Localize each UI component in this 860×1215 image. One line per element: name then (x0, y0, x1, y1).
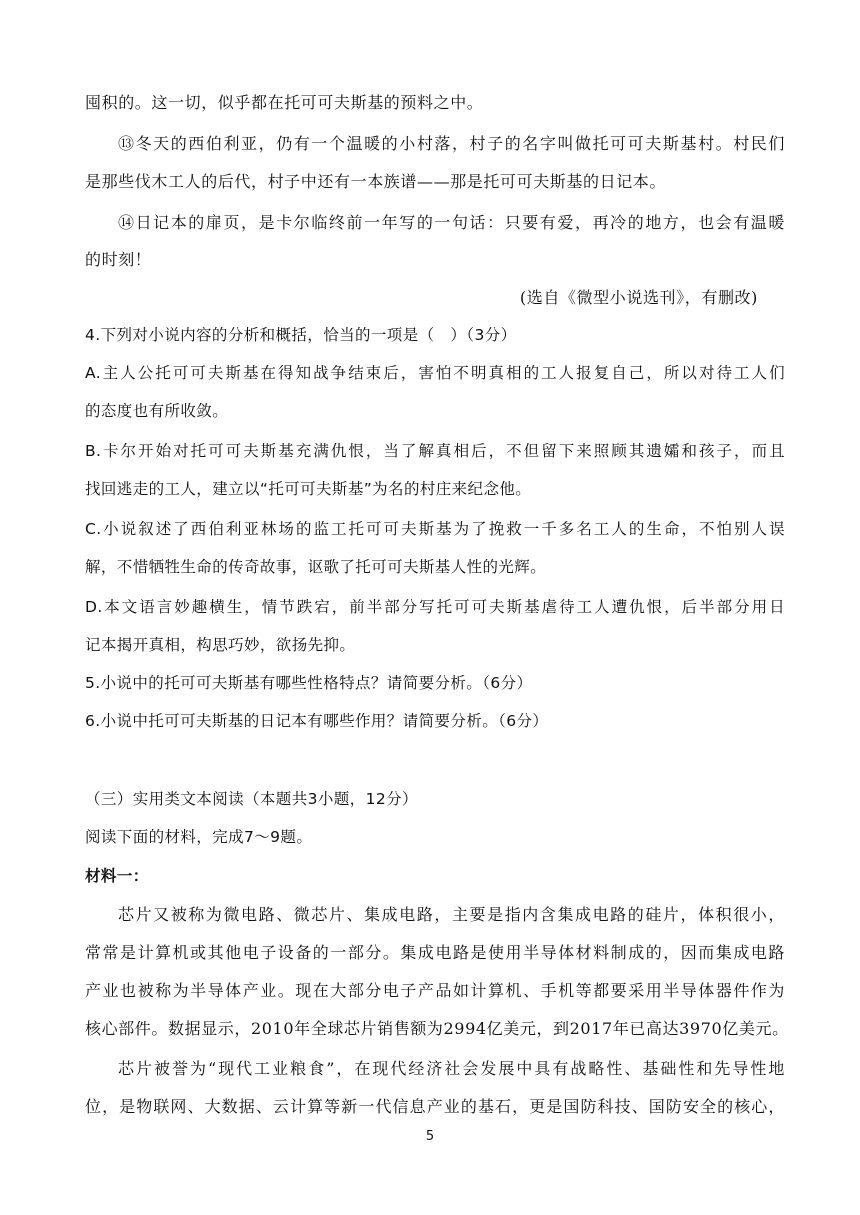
story-paragraph-14-line-2: 的时刻！ (85, 250, 152, 269)
question-4-option-a-line-2: 的态度也有所收敛。 (85, 402, 229, 420)
story-paragraph-13-line-2: 是那些伐木工人的后代，村子中还有一本族谱——那是托可可夫斯基的日记本。 (85, 172, 667, 191)
material-1-paragraph-1-line-3: 产业也被称为半导体产业。现在大部分电子产品如计算机、手机等都要采用半导体器件作为 (85, 981, 785, 1000)
story-paragraph-12-end: 囤积的。这一切，似乎都在托可可夫斯基的预料之中。 (85, 93, 484, 112)
question-6: 6.小说中托可可夫斯基的日记本有哪些作用？请简要分析。（6分） (85, 712, 549, 730)
question-4-option-d-line-1: D.本文语言妙趣横生，情节跌宕，前半部分写托可可夫斯基虐待工人遭仇恨，后半部分用日 (85, 598, 785, 616)
story-paragraph-14-line-1: ⑭日记本的扉页，是卡尔临终前一年写的一句话：只要有爱，再冷的地方，也会有温暖 (118, 213, 785, 232)
question-4-stem: 4.下列对小说内容的分析和概括，恰当的一项是（ ）（3分） (85, 326, 517, 344)
question-5: 5.小说中的托可可夫斯基有哪些性格特点？请简要分析。（6分） (85, 674, 533, 692)
material-1-paragraph-2-line-1: 芯片被誉为“现代工业粮食”，在现代经济社会发展中具有战略性、基础性和先导性地 (118, 1059, 785, 1078)
section-3-heading: （三）实用类文本阅读（本题共3小题，12分） (85, 790, 418, 808)
question-4-option-d-line-2: 记本揭开真相，构思巧妙，欲扬先抑。 (85, 636, 356, 654)
material-1-paragraph-1-line-4: 核心部件。数据显示，2010年全球芯片销售额为2994亿美元，到2017年已高达3970亿美元。 (85, 1019, 789, 1038)
question-4-option-b-line-2: 找回逃走的工人，建立以“托可可夫斯基”为名的村庄来纪念他。 (85, 480, 532, 498)
question-4-option-b-line-1: B.卡尔开始对托可可夫斯基充满仇恨，当了解真相后，不但留下来照顾其遗孀和孩子，而且 (85, 442, 785, 460)
section-3-instruction: 阅读下面的材料，完成7～9题。 (85, 828, 313, 846)
material-1-paragraph-2-line-2: 位，是物联网、大数据、云计算等新一代信息产业的基石，更是国防科技、国防安全的核心， (85, 1097, 785, 1116)
material-1-paragraph-1-line-1: 芯片又被称为微电路、微芯片、集成电路，主要是指内含集成电路的硅片，体积很小， (118, 905, 785, 924)
story-source: (选自《微型小说选刊》，有删改) (519, 288, 758, 307)
question-4-option-c-line-2: 解，不惜牺牲生命的传奇故事，讴歌了托可可夫斯基人性的光辉。 (85, 558, 547, 576)
question-4-option-a-line-1: A.主人公托可可夫斯基在得知战争结束后，害怕不明真相的工人报复自己，所以对待工人们 (85, 364, 785, 382)
material-1-paragraph-1-line-2: 常常是计算机或其他电子设备的一部分。集成电路是使用半导体材料制成的，因而集成电路 (85, 943, 785, 962)
story-paragraph-13-line-1: ⑬冬天的西伯利亚，仍有一个温暖的小村落，村子的名字叫做托可可夫斯基村。村民们 (118, 134, 785, 153)
page-number: 5 (425, 1129, 435, 1144)
question-4-option-c-line-1: C.小说叙述了西伯利亚林场的监工托可可夫斯基为了挽救一千多名工人的生命，不怕别人误 (85, 520, 785, 538)
material-1-title: 材料一： (85, 867, 149, 885)
